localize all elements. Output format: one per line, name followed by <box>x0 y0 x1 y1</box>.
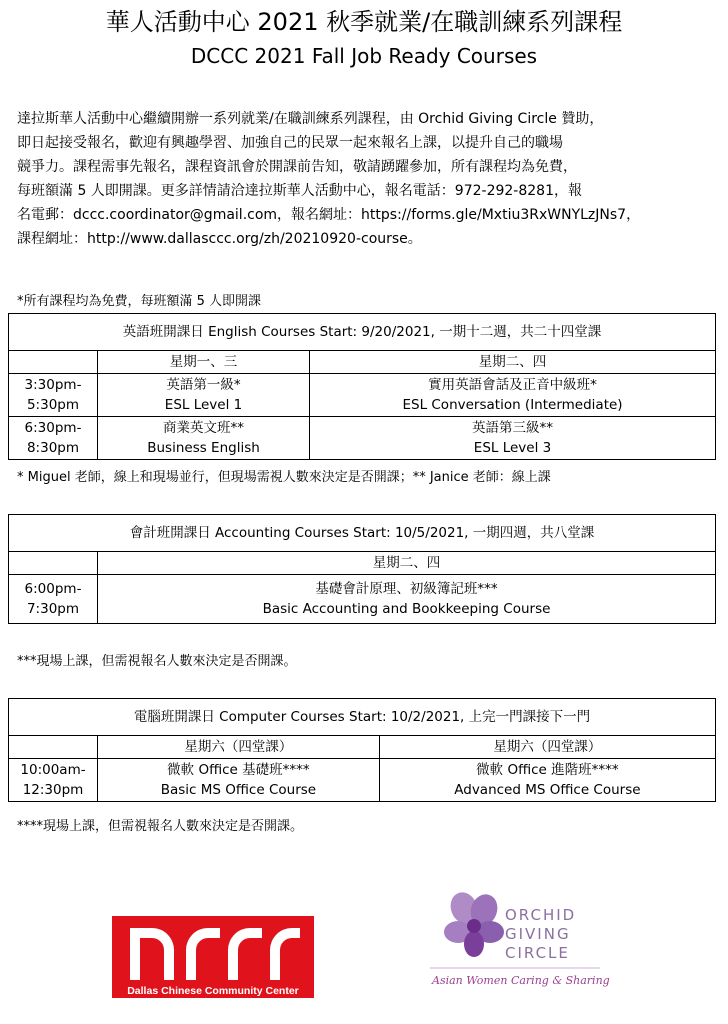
course-cell <box>98 575 716 624</box>
empty-cell <box>9 552 98 575</box>
course-name-en: ESL Level 3 <box>473 440 552 456</box>
table-row <box>9 417 716 460</box>
orchid-wordmark <box>505 906 576 963</box>
course-name-en: Basic MS Office Course <box>160 782 317 798</box>
day-header: 星期二、四 <box>310 351 716 374</box>
time-end: 12:30pm <box>22 782 84 798</box>
orchid-word: ORCHID <box>505 906 577 924</box>
course-cell <box>98 759 380 802</box>
accounting-courses-header: 會計班開課日 Accounting Courses Start: 10/5/2021, 一期四週，共八堂課 <box>9 515 716 552</box>
time-start: 10:00am- <box>20 762 86 778</box>
course-name-zh: 微軟 Office 進階班**** <box>476 762 619 778</box>
dccc-caption: Dallas Chinese Community Center <box>127 985 299 997</box>
course-name-zh: 微軟 Office 基礎班**** <box>167 762 310 778</box>
day-header: 星期六（四堂課） <box>379 736 715 759</box>
time-end: 8:30pm <box>26 440 80 456</box>
english-footnote: * Miguel 老師，線上和現場並行，但現場需視人數來決定是否開課；** Janice 老師：線上課 <box>17 470 551 485</box>
english-courses-table <box>8 313 716 460</box>
dccc-logo <box>112 916 314 998</box>
time-end: 7:30pm <box>26 601 80 617</box>
empty-cell <box>9 736 98 759</box>
course-cell <box>98 374 310 417</box>
page-title-english: DCCC 2021 Fall Job Ready Courses <box>190 44 538 68</box>
computer-footnote: ****現場上課，但需視報名人數來決定是否開課。 <box>17 819 304 834</box>
time-cell <box>9 759 98 802</box>
course-name-zh: 基礎會計原理、初級簿記班*** <box>315 581 498 597</box>
orchid-word: CIRCLE <box>505 944 570 962</box>
day-header: 星期二、四 <box>98 552 716 575</box>
orchid-tagline: Asian Women Caring & Sharing <box>432 974 610 987</box>
english-courses-header: 英語班開課日 English Courses Start: 9/20/2021, 一期十二週，共二十四堂課 <box>9 314 716 351</box>
day-header: 星期六（四堂課） <box>98 736 380 759</box>
table-row <box>9 759 716 802</box>
empty-cell <box>9 351 98 374</box>
time-end: 5:30pm <box>26 397 80 413</box>
time-cell <box>9 417 98 460</box>
time-start: 6:30pm- <box>24 420 82 436</box>
course-name-zh: 英語第一級* <box>166 377 241 393</box>
intro-line: 課程網址：http://www.dallasccc.org/zh/20210920-course。 <box>17 231 422 247</box>
intro-paragraph <box>17 107 717 251</box>
course-name-en: Basic Accounting and Bookkeeping Course <box>262 601 551 617</box>
free-courses-note: *所有課程均為免費，每班額滿 5 人即開課 <box>17 294 262 309</box>
table-row <box>9 575 716 624</box>
computer-courses-header: 電腦班開課日 Computer Courses Start: 10/2/2021, 上完一門課接下一門 <box>9 699 716 736</box>
course-name-zh: 實用英語會話及正音中級班* <box>428 377 597 393</box>
course-cell <box>310 374 716 417</box>
intro-line: 名電郵：dccc.coordinator@gmail.com，報名網址：https://forms.gle/Mxtiu3RxWNYLzJNs7， <box>17 207 641 223</box>
time-cell <box>9 374 98 417</box>
page-title-chinese: 華人活動中心 2021 秋季就業/在職訓練系列課程 <box>105 8 623 36</box>
intro-line: 即日起接受報名，歡迎有興趣學習、加強自己的民眾一起來報名上課，以提升自己的職場 <box>17 135 563 151</box>
course-name-en: Business English <box>147 440 260 456</box>
course-name-en: ESL Conversation (Intermediate) <box>402 397 623 413</box>
intro-line: 達拉斯華人活動中心繼續開辦一系列就業/在職訓練系列課程，由 Orchid Giving Circle 贊助， <box>17 111 604 127</box>
orchid-flower-icon <box>444 889 504 957</box>
computer-courses-table <box>8 698 716 802</box>
day-header: 星期一、三 <box>98 351 310 374</box>
course-name-en: ESL Level 1 <box>164 397 243 413</box>
course-cell <box>98 417 310 460</box>
orchid-word: GIVING <box>505 925 571 943</box>
course-name-zh: 商業英文班** <box>163 420 245 436</box>
table-row <box>9 374 716 417</box>
time-cell <box>9 575 98 624</box>
course-name-en: Advanced MS Office Course <box>454 782 641 798</box>
intro-line: 每班額滿 5 人即開課。更多詳情請洽達拉斯華人活動中心，報名電話：972-292-8281，報 <box>17 183 582 199</box>
intro-line: 競爭力。課程需事先報名，課程資訊會於開課前告知，敬請踴躍參加，所有課程均為免費， <box>17 159 577 175</box>
time-start: 6:00pm- <box>24 581 82 597</box>
accounting-footnote: ***現場上課，但需視報名人數來決定是否開課。 <box>17 654 297 669</box>
course-name-zh: 英語第三級** <box>472 420 554 436</box>
accounting-courses-table <box>8 514 716 624</box>
course-cell <box>310 417 716 460</box>
time-start: 3:30pm- <box>24 377 82 393</box>
course-cell <box>379 759 715 802</box>
